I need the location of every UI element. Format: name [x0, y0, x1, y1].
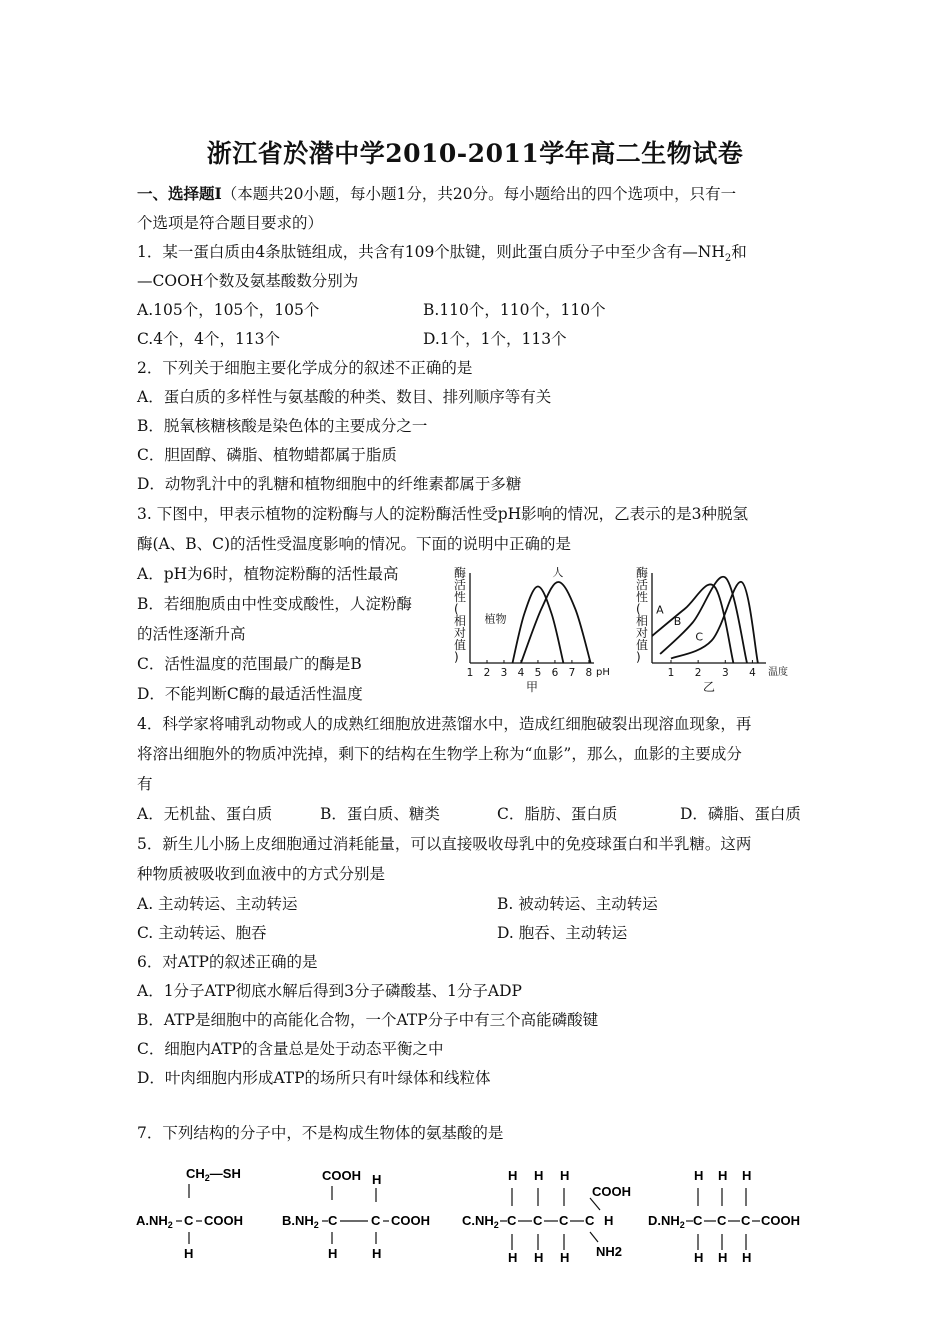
chart-0-xlabel: pH — [596, 667, 610, 678]
q1-stem-tail: 和 — [731, 243, 747, 261]
chart-0-tick-label: 5 — [534, 667, 542, 679]
chart-0-tick-label: 2 — [483, 667, 491, 679]
mol-c-h-b2: H — [534, 1250, 544, 1265]
chart-1-tick-label: 1 — [667, 667, 675, 679]
q1-option-b[interactable]: B.110个，110个，110个 — [423, 301, 606, 319]
section-note-line2: 个选项是符合题目要求的） — [137, 214, 324, 232]
chart-0-series-line — [513, 587, 564, 664]
chart-1-series-label: C — [695, 630, 704, 644]
q6-stem: 6．对ATP的叙述正确的是 — [137, 953, 318, 971]
q4-option-d[interactable]: D．磷脂、蛋白质 — [680, 805, 801, 823]
mol-a-label: $A.NH_2$ — [136, 1213, 173, 1230]
q1-subscript: 2 — [724, 253, 732, 265]
q4-option-c[interactable]: C．脂肪、蛋白质 — [497, 805, 618, 823]
q6-option-b[interactable]: B．ATP是细胞中的高能化合物，一个ATP分子中有三个高能磷酸键 — [137, 1011, 599, 1029]
q5-option-a[interactable]: A. 主动转运、主动转运 — [137, 895, 298, 913]
chart-0-tick-label: 7 — [568, 667, 576, 679]
chart-0-caption: 甲 — [525, 680, 539, 694]
mol-d-label: $D.NH_2$ — [648, 1213, 685, 1230]
chart-1-tick-label: 3 — [721, 667, 729, 679]
mol-d-cooh: COOH — [761, 1213, 800, 1228]
q4-option-b[interactable]: B．蛋白质、糖类 — [320, 805, 440, 823]
q3-option-c[interactable]: C．活性温度的范围最广的酶是B — [137, 655, 362, 673]
chart-1-tick-label: 2 — [694, 667, 702, 679]
q5-stem-line1: 5．新生儿小肠上皮细胞通过消耗能量，可以直接吸收母乳中的免疫球蛋白和半乳糖。这两 — [137, 835, 752, 853]
q1-option-c[interactable]: C.4个，4个，113个 — [137, 330, 281, 348]
mol-c-h-b1: H — [508, 1250, 518, 1265]
chart-0-tick-label: 3 — [500, 667, 508, 679]
chart-1-tick-label: 4 — [749, 667, 756, 679]
molecule-b[interactable] — [282, 1158, 432, 1268]
q1-option-d[interactable]: D.1个，1个，113个 — [423, 330, 567, 348]
chart-1-group — [636, 565, 788, 694]
q3-stem-line2: 酶(A、B、C)的活性受温度影响的情况。下面的说明中正确的是 — [137, 535, 572, 553]
q2-option-a[interactable]: A．蛋白质的多样性与氨基酸的种类、数目、排列顺序等有关 — [137, 388, 552, 406]
mol-d-h-b2: H — [718, 1250, 728, 1265]
mol-b-c2: C — [371, 1213, 381, 1228]
chart-0-tick-label: 8 — [585, 667, 593, 679]
q7-stem: 7．下列结构的分子中，不是构成生物体的氨基酸的是 — [137, 1124, 504, 1142]
mol-b-h-top: H — [372, 1172, 382, 1187]
q3-option-d[interactable]: D．不能判断C酶的最适活性温度 — [137, 685, 363, 703]
mol-d-h-t3: H — [742, 1168, 752, 1183]
q1-stem-text: 1．某一蛋白质由4条肽链组成，共含有109个肽键，则此蛋白质分子中至少含有—NH — [137, 243, 725, 261]
q2-stem: 2．下列关于细胞主要化学成分的叙述不正确的是 — [137, 359, 473, 377]
mol-c-c2: C — [533, 1213, 543, 1228]
chart-0-tick-label: 1 — [466, 667, 474, 679]
molecule-d[interactable] — [648, 1158, 808, 1268]
mol-c-h-t3: H — [560, 1168, 570, 1183]
q5-stem-line2: 种物质被吸收到血液中的方式分别是 — [137, 865, 386, 883]
q4-stem-line2: 将溶出细胞外的物质冲洗掉，剩下的结构在生物学上称为“血影”，那么，血影的主要成分 — [137, 745, 742, 763]
mol-d-c2: C — [717, 1213, 727, 1228]
mol-b-label: $B.NH_2$ — [282, 1213, 319, 1230]
mol-a-cooh: COOH — [204, 1213, 243, 1228]
q3-option-b[interactable]: B．若细胞质由中性变成酸性，人淀粉酶 — [137, 595, 412, 613]
q5-option-b[interactable]: B. 被动转运、主动转运 — [497, 895, 658, 913]
chart-1-series-label: B — [673, 615, 682, 629]
molecule-a[interactable] — [136, 1158, 256, 1268]
q3-option-b-cont: 的活性逐渐升高 — [137, 625, 246, 643]
chart-1-xlabel: 温度 — [768, 667, 788, 678]
mol-a-c: C — [184, 1213, 194, 1228]
q6-option-c[interactable]: C．细胞内ATP的含量总是处于动态平衡之中 — [137, 1040, 444, 1058]
q6-option-d[interactable]: D．叶肉细胞内形成ATP的场所只有叶绿体和线粒体 — [137, 1069, 491, 1087]
mol-d-c1: C — [693, 1213, 703, 1228]
q2-option-d[interactable]: D．动物乳汁中的乳糖和植物细胞中的纤维素都属于多糖 — [137, 475, 522, 493]
mol-c-c4: C — [585, 1213, 595, 1228]
q4-option-a[interactable]: A．无机盐、蛋白质 — [137, 805, 273, 823]
section-heading: 一、选择题Ⅰ — [137, 184, 222, 203]
chart-1-caption: 乙 — [702, 680, 716, 694]
mol-d-h-t1: H — [694, 1168, 704, 1183]
mol-c-c1: C — [507, 1213, 517, 1228]
mol-c-cooh: COOH — [592, 1184, 631, 1199]
q2-option-b[interactable]: B．脱氧核糖核酸是染色体的主要成分之一 — [137, 417, 428, 435]
chart-0-series-label: 人 — [552, 566, 564, 579]
mol-c-h-t1: H — [508, 1168, 518, 1183]
mol-c-label: $C.NH_2$ — [462, 1213, 499, 1230]
q3-option-a[interactable]: A．pH为6时，植物淀粉酶的活性最高 — [137, 565, 399, 583]
q1-option-a[interactable]: A.105个，105个，105个 — [137, 301, 320, 319]
mol-b-h2: H — [372, 1246, 382, 1261]
mol-b-h1: H — [328, 1246, 338, 1261]
q3-stem-line1: 3. 下图中，甲表示植物的淀粉酶与人的淀粉酶活性受pH影响的情况，乙表示的是3种脱氢 — [137, 505, 749, 523]
chart-0-tick-label: 4 — [517, 667, 525, 679]
mol-b-c1: C — [328, 1213, 338, 1228]
chart-yi — [630, 565, 810, 697]
q4-stem-line1: 4．科学家将哺乳动物或人的成熟红细胞放进蒸馏水中，造成红细胞破裂出现溶血现象，再 — [137, 715, 752, 733]
chart-0-group — [454, 565, 610, 694]
chart-jia — [448, 565, 608, 697]
q5-option-c[interactable]: C. 主动转运、胞吞 — [137, 924, 267, 942]
mol-d-h-b3: H — [742, 1250, 752, 1265]
section-note: （本题共20小题，每小题1分，共20分。每小题给出的四个选项中，只有一 — [221, 185, 737, 203]
q6-option-a[interactable]: A．1分子ATP彻底水解后得到3分子磷酸基、1分子ADP — [137, 982, 522, 1000]
mol-c-c3: C — [559, 1213, 569, 1228]
mol-d-h-b1: H — [694, 1250, 704, 1265]
q1-stem-line2: —COOH个数及氨基酸数分别为 — [137, 272, 359, 290]
mol-b-cooh-top: COOH — [322, 1168, 361, 1183]
chart-1-series-label: A — [656, 603, 664, 617]
section-heading-line — [137, 183, 736, 205]
mol-d-h-t2: H — [718, 1168, 728, 1183]
molecule-c[interactable] — [462, 1158, 632, 1268]
chart-0-series-label: 植物 — [484, 612, 507, 626]
chart-0-tick-label: 6 — [551, 667, 559, 679]
mol-c-nh2: NH2 — [596, 1244, 623, 1259]
q5-option-d[interactable]: D. 胞吞、主动转运 — [497, 924, 628, 942]
mol-a-ch2: $CH_2—SH$ — [186, 1166, 241, 1183]
mol-b-cooh: COOH — [391, 1213, 430, 1228]
mol-d-c3: C — [741, 1213, 751, 1228]
mol-a-h: H — [184, 1246, 194, 1261]
mol-c-h-right: H — [604, 1213, 614, 1228]
q1-stem-line1 — [137, 241, 747, 270]
mol-c-h-b3: H — [560, 1250, 570, 1265]
q2-option-c[interactable]: C．胆固醇、磷脂、植物蜡都属于脂质 — [137, 446, 397, 464]
q4-stem-line3: 有 — [137, 775, 153, 793]
mol-c-h-t2: H — [534, 1168, 544, 1183]
page-title: 浙江省於潜中学2010-2011学年高二生物试卷 — [206, 139, 744, 168]
chart-0-ylabel: 酶活性(相对值) — [454, 566, 467, 664]
chart-1-ylabel: 酶活性(相对值) — [636, 566, 649, 664]
